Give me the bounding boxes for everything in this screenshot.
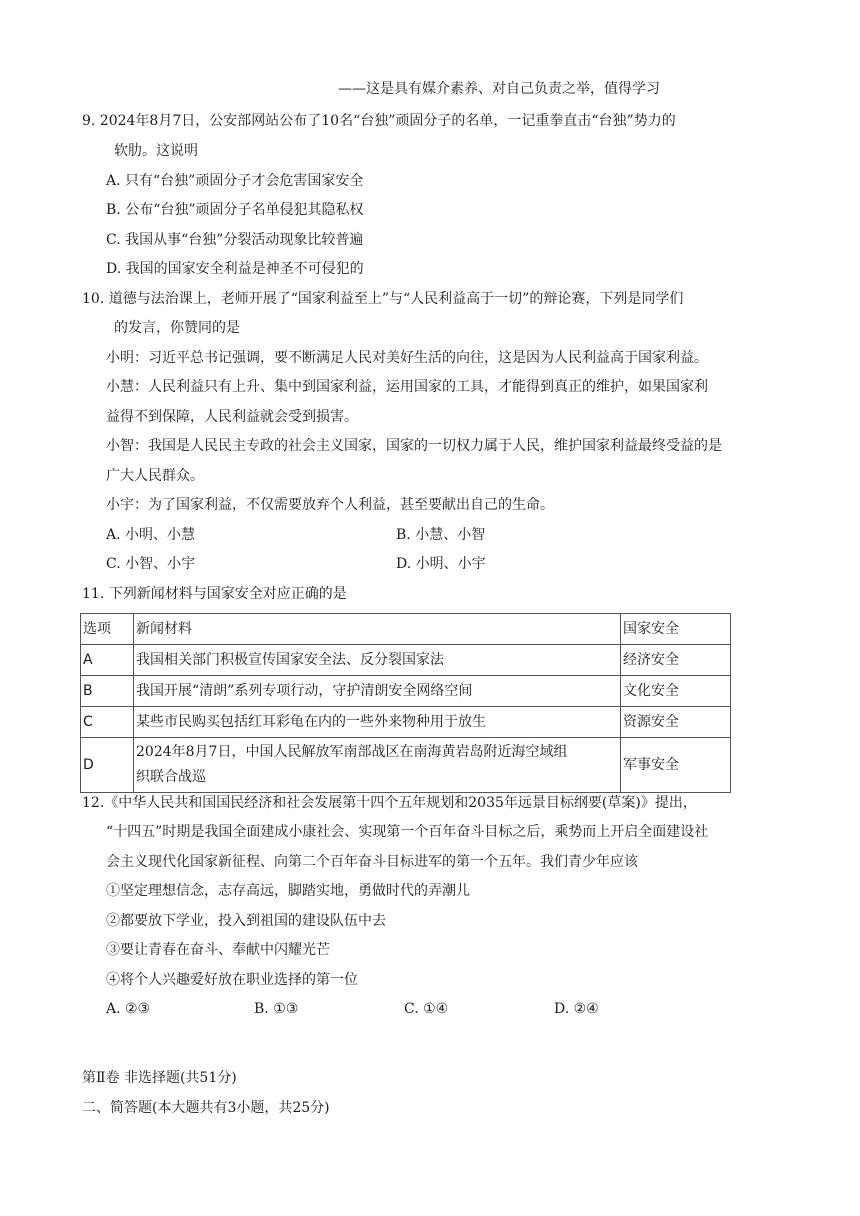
header-material: 新闻材料 — [134, 614, 621, 645]
row-a-option: A — [81, 645, 134, 676]
q12-option-d: D. ②④ — [554, 1001, 599, 1017]
row-a-security: 经济安全 — [621, 645, 731, 676]
news-security-table — [80, 613, 731, 793]
q10-option-b: B. 小慧、小智 — [396, 527, 486, 543]
header-quote-line: ——这是具有媒介素养、对自己负责之举，值得学习 — [338, 81, 660, 97]
row-d-material — [134, 738, 621, 793]
header-option: 选项 — [81, 614, 134, 645]
row-d-material-line1: 2024年8月7日，中国人民解放军南部战区在南海黄岩岛附近海空域组 — [136, 744, 568, 760]
row-d-option: D — [81, 738, 134, 793]
q12-stem-line1: 12.《中华人民共和国国民经济和社会发展第十四个五年规划和2035年远景目标纲要(草案)》提出， — [82, 795, 697, 811]
q12-stem-line3: 会主义现代化国家新征程、向第二个百年奋斗目标进军的第一个五年。我们青少年应该 — [106, 854, 638, 870]
q12-option-b: B. ①③ — [254, 1001, 299, 1017]
table-row — [81, 676, 731, 707]
q10-speech-xiaozhi-line1: 小智：我国是人民民主专政的社会主义国家，国家的一切权力属于人民，维护国家利益最终受益的是 — [106, 438, 722, 454]
section-2-title: 第Ⅱ卷 非选择题(共51分) — [82, 1070, 237, 1086]
q9-option-b: B. 公布“台独”顽固分子名单侵犯其隐私权 — [106, 202, 364, 218]
row-c-option: C — [81, 707, 134, 738]
q11-stem: 11. 下列新闻材料与国家安全对应正确的是 — [82, 586, 347, 602]
q12-item-1: ①坚定理想信念，志存高远，脚踏实地，勇做时代的弄潮儿 — [106, 883, 470, 899]
row-a-material: 我国相关部门积极宣传国家安全法、反分裂国家法 — [134, 645, 621, 676]
q12-option-a: A. ②③ — [106, 1001, 151, 1017]
q10-speech-xiaozhi-line2: 广大人民群众。 — [106, 468, 204, 484]
table-header-row — [81, 614, 731, 645]
q12-option-c: C. ①④ — [404, 1001, 449, 1017]
q12-item-3: ③要让青春在奋斗、奉献中闪耀光芒 — [106, 942, 330, 958]
q9-stem-line2: 软肋。这说明 — [114, 143, 198, 159]
q12-item-4: ④将个人兴趣爱好放在职业选择的第一位 — [106, 972, 358, 988]
row-d-security: 军事安全 — [621, 738, 731, 793]
header-security: 国家安全 — [621, 614, 731, 645]
q12-item-2: ②都要放下学业，投入到祖国的建设队伍中去 — [106, 913, 386, 929]
row-b-security: 文化安全 — [621, 676, 731, 707]
row-d-material-line2: 织联合战巡 — [136, 769, 206, 785]
q10-speech-xiaoming: 小明：习近平总书记强调，要不断满足人民对美好生活的向往，这是因为人民利益高于国家利益。 — [106, 350, 708, 366]
q9-option-c: C. 我国从事“台独”分裂活动现象比较普遍 — [106, 232, 364, 248]
row-b-option: B — [81, 676, 134, 707]
q9-stem-line1: 9. 2024年8月7日，公安部网站公布了10名“台独”顽固分子的名单，一记重拳直击“台独”势力的 — [82, 113, 676, 129]
q10-option-c: C. 小智、小宇 — [106, 556, 196, 572]
row-b-material: 我国开展“清朗”系列专项行动，守护清朗安全网络空间 — [134, 676, 621, 707]
q10-option-a: A. 小明、小慧 — [106, 527, 196, 543]
q10-speech-xiaohui-line1: 小慧：人民利益只有上升、集中到国家利益，运用国家的工具，才能得到真正的维护，如果国家利 — [106, 379, 708, 395]
table-row — [81, 738, 731, 793]
section-2-subtitle: 二、简答题(本大题共有3小题，共25分) — [82, 1100, 330, 1116]
q10-stem-line2: 的发言，你赞同的是 — [114, 320, 240, 336]
q12-stem-line2: “十四五”时期是我国全面建成小康社会、实现第一个百年奋斗目标之后，乘势而上开启全面建设社 — [106, 824, 709, 840]
table-row — [81, 645, 731, 676]
row-c-material: 某些市民购买包括红耳彩龟在内的一些外来物种用于放生 — [134, 707, 621, 738]
q10-stem-line1: 10. 道德与法治课上，老师开展了“国家利益至上”与“人民利益高于一切”的辩论赛，下列是同学们 — [82, 291, 684, 307]
q10-option-d: D. 小明、小宇 — [396, 556, 486, 572]
q9-option-a: A. 只有“台独”顽固分子才会危害国家安全 — [106, 173, 364, 189]
table-row — [81, 707, 731, 738]
q9-option-d: D. 我国的国家安全利益是神圣不可侵犯的 — [106, 261, 364, 277]
row-c-security: 资源安全 — [621, 707, 731, 738]
q10-speech-xiaoyu: 小宇：为了国家利益，不仅需要放弃个人利益，甚至要献出自己的生命。 — [106, 497, 554, 513]
q10-speech-xiaohui-line2: 益得不到保障，人民利益就会受到损害。 — [106, 409, 358, 425]
